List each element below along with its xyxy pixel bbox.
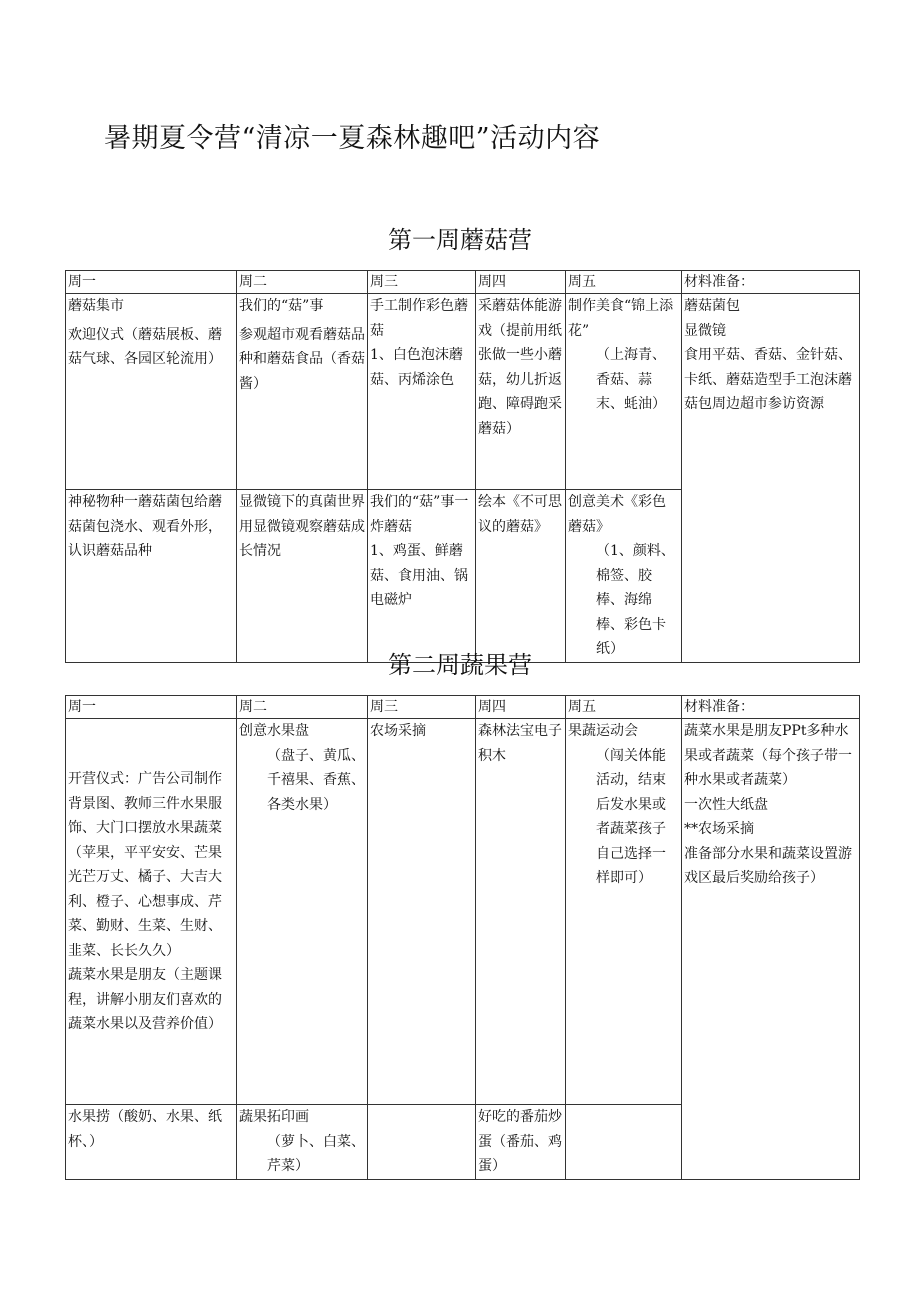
activity-detail: 1、鸡蛋、鲜蘑菇、食用油、锅电磁炉	[370, 543, 468, 608]
header-thursday: 周四	[476, 271, 566, 294]
activity-title: 创意美术《彩色蘑菇》	[568, 494, 666, 535]
activity-title: 显微镜下的真菌世界	[239, 494, 365, 510]
w1-materials-cell	[682, 294, 860, 663]
material-item: 一次性大纸盘	[684, 796, 768, 813]
w2-r2-monday-cell	[66, 1105, 237, 1180]
activity-detail: 用显微镜观察蘑菇成长情况	[239, 518, 365, 559]
activity-detail: 采蘑菇体能游戏（提前用纸张做一些小蘑菇，幼儿折返跑、障碍跑采蘑菇）	[478, 298, 562, 437]
w2-r1-monday-cell	[66, 719, 237, 1105]
activity-title: 制作美食“锦上添花”	[568, 298, 674, 339]
activity-title: 创意水果盘	[239, 723, 309, 739]
material-item: 食用平菇、香菇、金针菇、卡纸、蘑菇造型手工泡沫蘑菇包周边超市参访资源	[684, 347, 852, 412]
header-friday: 周五	[566, 271, 682, 294]
w1-r2-monday-cell	[66, 490, 237, 663]
header-monday: 周一	[66, 271, 237, 294]
activity-title: 果蔬运动会	[568, 723, 638, 739]
activity-title: 森林法宝电子积木	[478, 723, 562, 764]
activity-detail: 蔬菜水果是朋友（主题课程，讲解小朋友们喜欢的蔬菜水果以及营养价值）	[68, 967, 222, 1032]
activity-detail: 参观超市观看蘑菇品种和蘑菇食品（香菇酱）	[239, 326, 365, 392]
activity-detail: （1、颜料、棉签、胶棒、海绵棒、彩色卡纸）	[596, 543, 675, 657]
activity-detail: 神秘物种一蘑菇菌包给蘑菇菌包浇水、观看外形，认识蘑菇品种	[68, 494, 222, 559]
activity-detail: （盘子、黄瓜、千禧果、香蕉、各类水果）	[267, 747, 365, 813]
w2-r2-friday-cell	[566, 1105, 682, 1180]
activity-detail: 好吃的番茄炒蛋（番茄、鸡蛋）	[478, 1109, 562, 1174]
w1-r2-thursday-cell	[476, 490, 566, 663]
activity-detail: 欢迎仪式（蘑菇展板、蘑菇气球、各园区轮流用）	[68, 326, 222, 367]
w1-r1-wednesday-cell	[368, 294, 476, 490]
activity-title: 农场采摘	[370, 723, 426, 739]
material-item: 蘑菇菌包	[684, 298, 740, 314]
activity-title: 手工制作彩色蘑菇	[370, 298, 468, 339]
header-materials: 材料准备：	[682, 696, 860, 719]
material-item: 蔬菜水果是朋友PPt多种水果或者蔬菜（每个孩子带一种水果或者蔬菜）	[684, 723, 852, 788]
table-row	[66, 719, 860, 1105]
activity-title: 我们的“菇”事一炸蘑菇	[370, 494, 469, 535]
w2-r1-tuesday-cell	[237, 719, 368, 1105]
header-friday: 周五	[566, 696, 682, 719]
w1-r1-tuesday-cell	[237, 294, 368, 490]
header-tuesday: 周二	[237, 271, 368, 294]
header-materials: 材料准备：	[682, 271, 860, 294]
w2-materials-cell	[682, 719, 860, 1180]
header-thursday: 周四	[476, 696, 566, 719]
w2-r1-friday-cell	[566, 719, 682, 1105]
header-tuesday: 周二	[237, 696, 368, 719]
w2-r2-thursday-cell	[476, 1105, 566, 1180]
page-title: 暑期夏令营“清凉一夏森林趣吧”活动内容	[104, 123, 601, 154]
activity-title: 绘本《不可思议的蘑菇》	[478, 494, 562, 535]
w2-r2-wednesday-cell	[368, 1105, 476, 1180]
table-row	[66, 294, 860, 490]
activity-detail: （萝卜、白菜、芹菜）	[267, 1133, 365, 1174]
header-wednesday: 周三	[368, 271, 476, 294]
material-item: **农场采摘	[684, 821, 754, 837]
w1-r1-thursday-cell	[476, 294, 566, 490]
week1-schedule-table	[65, 270, 860, 663]
w1-r2-tuesday-cell	[237, 490, 368, 663]
w2-r1-thursday-cell	[476, 719, 566, 1105]
week1-title: 第一周蘑菇营	[388, 226, 532, 254]
material-item: 显微镜	[684, 322, 726, 339]
header-monday: 周一	[66, 696, 237, 719]
activity-title: 蔬果拓印画	[239, 1109, 309, 1125]
header-wednesday: 周三	[368, 696, 476, 719]
w2-r2-tuesday-cell	[237, 1105, 368, 1180]
activity-detail: 1、白色泡沫蘑菇、丙烯涂色	[370, 347, 463, 388]
table-header-row	[66, 696, 860, 719]
activity-detail: （闯关体能活动，结束后发水果或者蔬菜孩子自己选择一样即可）	[596, 747, 666, 886]
w1-r1-friday-cell	[566, 294, 682, 490]
w1-r2-wednesday-cell	[368, 490, 476, 663]
activity-detail: 开营仪式：广告公司制作背景图、教师三件水果服饰、大门口摆放水果蔬菜（苹果，平平安安、芒果光芒万丈、橘子、大吉大利、橙子、心想事成、芹菜、勤财、生菜、生财、韭菜、长长久久）	[68, 771, 222, 959]
activity-title: 我们的“菇”事	[239, 298, 324, 314]
w2-r1-wednesday-cell	[368, 719, 476, 1105]
w1-r1-monday-cell	[66, 294, 237, 490]
material-item: 准备部分水果和蔬菜设置游戏区最后奖励给孩子）	[684, 845, 852, 886]
activity-detail: 水果捞（酸奶、水果、纸杯、）	[68, 1109, 222, 1150]
w1-r2-friday-cell	[566, 490, 682, 663]
week2-schedule-table	[65, 695, 860, 1180]
week2-title: 第二周蔬果营	[388, 651, 532, 679]
table-header-row	[66, 271, 860, 294]
activity-detail: （上海青、香菇、蒜末、蚝油）	[596, 347, 666, 412]
activity-title: 蘑菇集市	[68, 298, 124, 314]
